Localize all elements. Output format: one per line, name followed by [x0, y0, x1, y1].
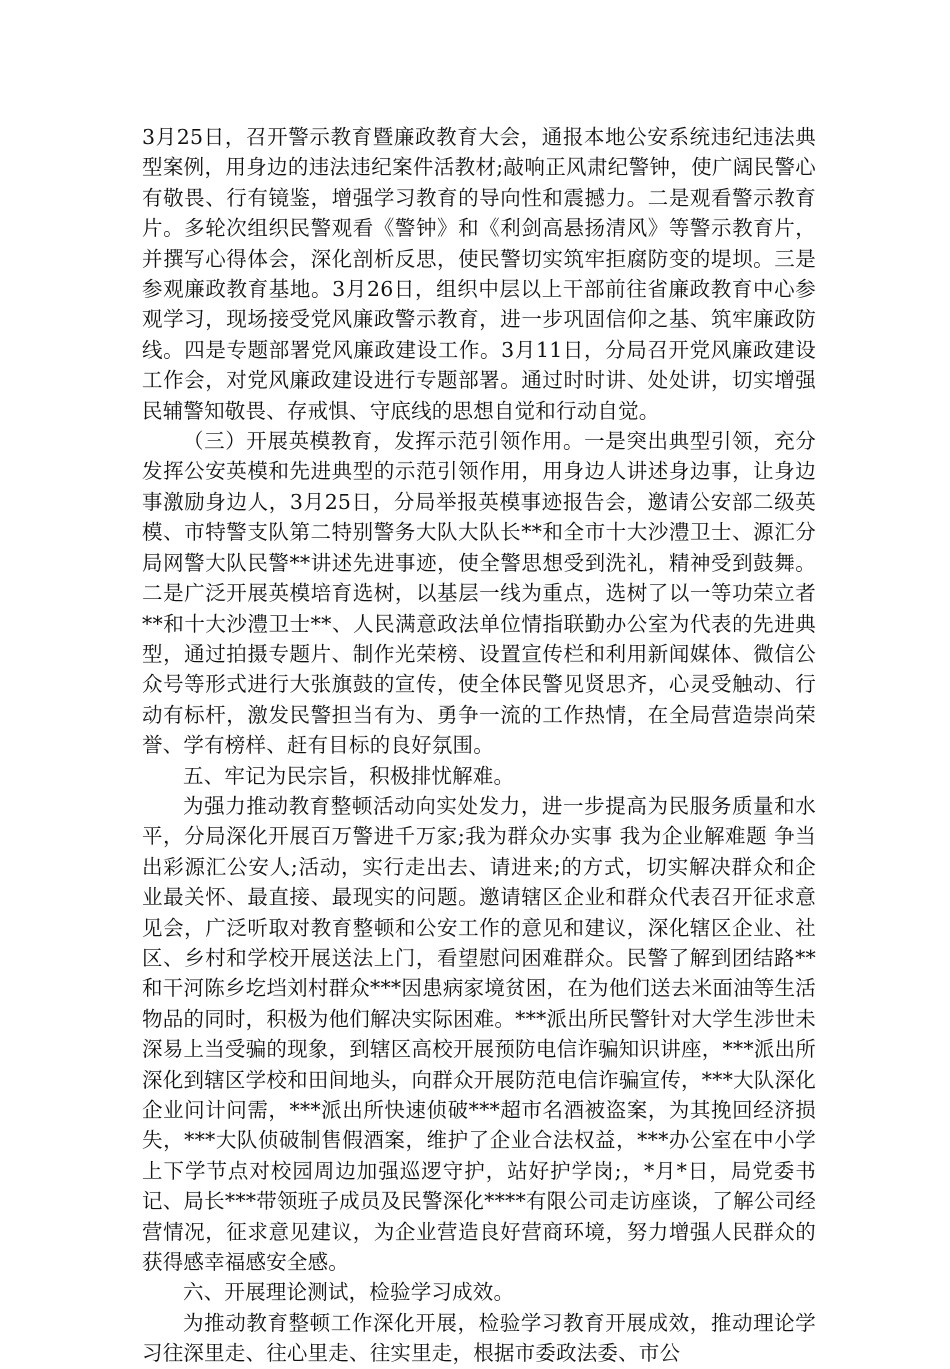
paragraph-serve-people: 为强力推动教育整顿活动向实处发力，进一步提高为民服务质量和水平，分局深化开展百万警进千万家;我为群众办实事 我为企业解难题 争当出彩源汇公安人;活动，实行走出去、请进来;的方式，切实解决群众和企业最关怀、最直接、最现实的问题。邀请辖区企业和群众代表召开征求意见会，广泛听取对教育整顿和公安工作的意见和建议，深化辖区企业、社区、乡村和学校开展送法上门，看望慰问困难群众。民警了解到团结路**和干河陈乡圪垱刘村群众***因患病家境贫困，在为他们送去米面油等生活物品的同时，积极为他们解决实际困难。***派出所民警针对大学生涉世未深易上当受骗的现象，到辖区高校开展预防电信诈骗知识讲座，***派出所深化到辖区学校和田间地头，向群众开展防范电信诈骗宣传，***大队深化企业问计问需，***派出所快速侦破***超市名酒被盗案，为其挽回经济损失，***大队侦破制售假酒案，维护了企业合法权益，***办公室在中小学上下学节点对校园周边加强巡逻守护，站好护学岗;，*月*日，局党委书记、局长***带领班子成员及民警深化****有限公司走访座谈，了解公司经营情况，征求意见建议，为企业营造良好营商环境，努力增强人民群众的获得感幸福感安全感。 — [142, 793, 816, 1275]
paragraph-theory-test: 为推动教育整顿工作深化开展，检验学习教育开展成效，推动理论学习往深里走、往心里走、往实里走，根据市委政法委、市公 — [142, 1310, 816, 1366]
paragraph-hero-education: （三）开展英模教育，发挥示范引领作用。一是突出典型引领，充分发挥公安英模和先进典型的示范引领作用，用身边人讲述身边事，让身边事激励身边人，3月25日，分局举报英模事迹报告会，邀请公安部二级英模、市特警支队第二特别警务大队大队长**和全市十大沙澧卫士、源汇分局网警大队民警**讲述先进事迹，使全警思想受到洗礼，精神受到鼓舞。二是广泛开展英模培育选树，以基层一线为重点，选树了以一等功荣立者**和十大沙澧卫士**、人民满意政法单位情指联勤办公室为代表的先进典型，通过拍摄专题片、制作光荣榜、设置宣传栏和利用新闻媒体、微信公众号等形式进行大张旗鼓的宣传，使全体民警见贤思齐，心灵受触动、行动有标杆，激发民警担当有为、勇争一流的工作热情，在全局营造崇尚荣誉、学有榜样、赶有目标的良好氛围。 — [142, 429, 816, 758]
section-heading-serve-people: 五、牢记为民宗旨，积极排忧解难。 — [183, 763, 515, 788]
document-page — [142, 122, 816, 1369]
section-heading-theory-test: 六、开展理论测试，检验学习成效。 — [183, 1280, 515, 1305]
paragraph-warning-education: 3月25日，召开警示教育暨廉政教育大会，通报本地公安系统违纪违法典型案例，用身边的违法违纪案件活教材;敲响正风肃纪警钟，使广阔民警心有敬畏、行有镜鉴，增强学习教育的导向性和震撼力。二是观看警示教育片。多轮次组织民警观看《警钟》和《利剑高悬扬清风》等警示教育片，并撰写心得体会，深化剖析反思，使民警切实筑牢拒腐防变的堤坝。三是参观廉政教育基地。3月26日，组织中层以上干部前往省廉政教育中心参观学习，现场接受党风廉政警示教育，进一步巩固信仰之基、筑牢廉政防线。四是专题部署党风廉政建设工作。3月11日，分局召开党风廉政建设工作会，对党风廉政建设进行专题部署。通过时时讲、处处讲，切实增强民辅警知敬畏、存戒惧、守底线的思想自觉和行动自觉。 — [142, 125, 816, 423]
